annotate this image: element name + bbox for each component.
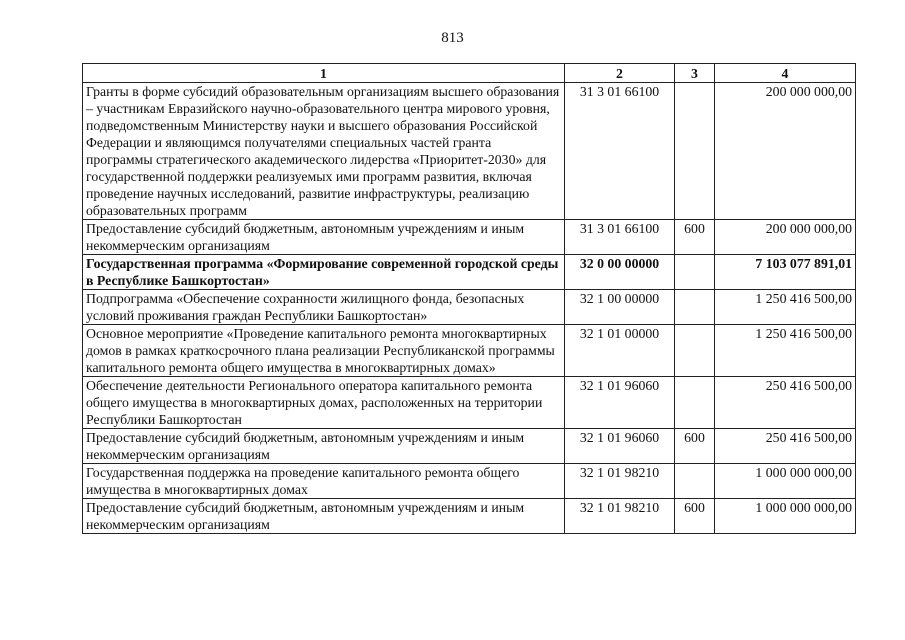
header-col-2: 2 bbox=[565, 64, 675, 83]
row-name-cell: Государственная программа «Формирование современной городской среды в Республике Башкортостан» bbox=[83, 255, 565, 290]
row-code-cell: 32 0 00 00000 bbox=[565, 255, 675, 290]
row-name-cell: Гранты в форме субсидий образовательным организациям высшего образования – участникам Евразийского научно-образовательного центра мирового уровня, подведомственным Министерству науки и высшего образования Российской Федерации и являющимся получателями специальных частей гранта программы стратегического академического лидерства «Приоритет-2030» для государственной поддержки реализуемых ими программ развития, включая проведение научных исследований, развитие инфраструктуры, реализацию образовательных программ bbox=[83, 83, 565, 220]
row-name-cell: Обеспечение деятельности Регионального оператора капитального ремонта общего имущества в многоквартирных домах, расположенных на территории Республики Башкортостан bbox=[83, 377, 565, 429]
row-amount-cell: 200 000 000,00 bbox=[715, 83, 856, 220]
row-amount-cell: 1 000 000 000,00 bbox=[715, 499, 856, 534]
row-name-cell: Предоставление субсидий бюджетным, автономным учреждениям и иным некоммерческим организациям bbox=[83, 429, 565, 464]
row-expense-type-cell bbox=[675, 377, 715, 429]
row-amount-cell: 1 250 416 500,00 bbox=[715, 290, 856, 325]
row-code-cell: 32 1 01 00000 bbox=[565, 325, 675, 377]
row-amount-cell: 1 000 000 000,00 bbox=[715, 464, 856, 499]
row-amount-cell: 1 250 416 500,00 bbox=[715, 325, 856, 377]
row-amount-cell: 200 000 000,00 bbox=[715, 220, 856, 255]
row-code-cell: 31 3 01 66100 bbox=[565, 83, 675, 220]
header-col-4: 4 bbox=[715, 64, 856, 83]
row-amount-cell: 250 416 500,00 bbox=[715, 429, 856, 464]
table-row bbox=[83, 464, 856, 499]
row-expense-type-cell bbox=[675, 83, 715, 220]
table-row bbox=[83, 499, 856, 534]
row-expense-type-cell: 600 bbox=[675, 429, 715, 464]
row-name-cell: Предоставление субсидий бюджетным, автономным учреждениям и иным некоммерческим организациям bbox=[83, 499, 565, 534]
page-number: 813 bbox=[441, 30, 464, 46]
row-name-cell: Предоставление субсидий бюджетным, автономным учреждениям и иным некоммерческим организациям bbox=[83, 220, 565, 255]
header-col-1: 1 bbox=[83, 64, 565, 83]
table-row bbox=[83, 290, 856, 325]
table-row bbox=[83, 220, 856, 255]
header-col-3: 3 bbox=[675, 64, 715, 83]
row-name-cell: Государственная поддержка на проведение капитального ремонта общего имущества в многоквартирных домах bbox=[83, 464, 565, 499]
table-row bbox=[83, 429, 856, 464]
table-row bbox=[83, 377, 856, 429]
row-name-cell: Подпрограмма «Обеспечение сохранности жилищного фонда, безопасных условий проживания граждан Республики Башкортостан» bbox=[83, 290, 565, 325]
row-code-cell: 32 1 01 96060 bbox=[565, 429, 675, 464]
row-expense-type-cell bbox=[675, 325, 715, 377]
row-code-cell: 31 3 01 66100 bbox=[565, 220, 675, 255]
row-name-cell: Основное мероприятие «Проведение капитального ремонта многоквартирных домов в рамках краткосрочного плана реализации Республиканской программы капитального ремонта общего имущества в многоквартирных домах» bbox=[83, 325, 565, 377]
row-code-cell: 32 1 01 98210 bbox=[565, 499, 675, 534]
table-row bbox=[83, 83, 856, 220]
row-expense-type-cell bbox=[675, 464, 715, 499]
table-row bbox=[83, 255, 856, 290]
row-amount-cell: 250 416 500,00 bbox=[715, 377, 856, 429]
row-code-cell: 32 1 01 98210 bbox=[565, 464, 675, 499]
row-code-cell: 32 1 01 96060 bbox=[565, 377, 675, 429]
row-code-cell: 32 1 00 00000 bbox=[565, 290, 675, 325]
budget-table bbox=[82, 63, 856, 534]
table-row bbox=[83, 325, 856, 377]
header-row bbox=[83, 64, 856, 83]
row-amount-cell: 7 103 077 891,01 bbox=[715, 255, 856, 290]
row-expense-type-cell: 600 bbox=[675, 499, 715, 534]
row-expense-type-cell bbox=[675, 290, 715, 325]
row-expense-type-cell: 600 bbox=[675, 220, 715, 255]
row-expense-type-cell bbox=[675, 255, 715, 290]
